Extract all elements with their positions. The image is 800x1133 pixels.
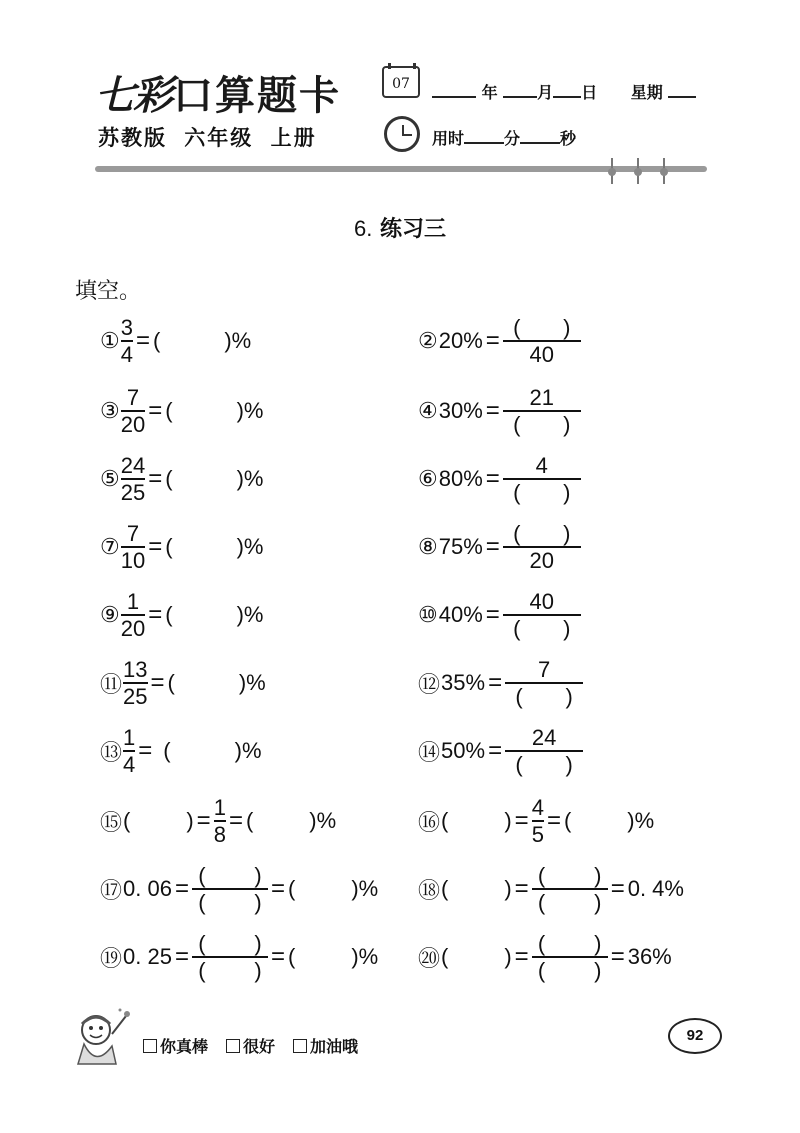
fraction: ( ) 40: [503, 315, 581, 367]
problem-20: ⑳ ( ) = ( ) ( ) = 36%: [418, 931, 672, 983]
day-label: 日: [581, 83, 598, 102]
fraction: 24 25: [120, 453, 146, 505]
checkbox[interactable]: [226, 1039, 240, 1053]
fraction: [192, 863, 268, 915]
time-line: [432, 126, 576, 149]
answer-blank[interactable]: ( ): [537, 890, 602, 915]
problem-number: ⑰: [100, 877, 123, 903]
problem-number: ⑥: [418, 466, 438, 491]
page-header: [0, 0, 800, 180]
problem-15: ⑮ ( ) = 1 8 = ( ) %: [100, 795, 337, 847]
problem-number: ⑨: [100, 602, 120, 627]
fraction: 1 4: [123, 725, 136, 777]
problem-number: ⑭: [418, 739, 441, 765]
fraction: [192, 931, 268, 983]
fraction: 7 10: [120, 521, 146, 573]
month-blank[interactable]: [503, 84, 537, 98]
problem-number: ⑱: [418, 877, 441, 903]
problem-number: ⑦: [100, 534, 120, 559]
problem-13: ⑬ 1 4 = ( ) %: [100, 725, 262, 777]
answer-blank[interactable]: ( ): [198, 890, 262, 915]
problem-number: ⑧: [418, 534, 438, 559]
fraction: [532, 931, 608, 983]
answer-blank[interactable]: ( ): [537, 931, 602, 956]
answer-blank[interactable]: ( ): [513, 315, 571, 340]
problem-12: ⑫ 35% = 7 ( ): [418, 653, 583, 713]
problem-14: ⑭ 50% = 24 ( ): [418, 721, 583, 781]
problem-number: ⑫: [418, 671, 441, 697]
answer-blank[interactable]: ( ): [198, 931, 262, 956]
fraction: 4 5: [531, 795, 544, 847]
problem-number: ⑲: [100, 945, 123, 971]
answer-blank[interactable]: ( ): [513, 480, 571, 505]
week-blank[interactable]: [668, 84, 696, 98]
fraction: 7 20: [120, 385, 146, 437]
minute-label: 分: [504, 129, 521, 148]
checkbox[interactable]: [293, 1039, 307, 1053]
answer-blank[interactable]: ( ): [198, 863, 262, 888]
fraction: 24 ( ): [505, 725, 583, 777]
page-title: [0, 212, 800, 243]
day-blank[interactable]: [553, 84, 581, 98]
calendar-day: 07: [392, 76, 410, 92]
pin-icon: [661, 158, 667, 184]
edition-label: 苏教版 六年级 上册: [98, 126, 317, 150]
answer-blank[interactable]: ( ): [513, 616, 571, 641]
date-line: [432, 80, 696, 103]
problem-18: ⑱ ( ) = ( ) ( ) = 0. 4%: [418, 863, 684, 915]
page-number: 92: [668, 1018, 722, 1054]
fraction: 4 ( ): [503, 453, 581, 505]
year-blank[interactable]: [432, 84, 476, 98]
answer-blank[interactable]: ( ): [537, 958, 602, 983]
problem-number: ③: [100, 398, 120, 423]
problem-number: ⑤: [100, 466, 120, 491]
problem-number: ⑪: [100, 671, 123, 697]
problem-8: ⑧ 75% = ( ) 20: [418, 517, 581, 577]
answer-blank[interactable]: ( ): [515, 752, 573, 777]
problem-number: ①: [100, 328, 120, 353]
problem-16: ⑯ ( ) = 4 5 = ( ) %: [418, 795, 655, 847]
instruction: 填空。: [75, 279, 142, 304]
problem-6: ⑥ 80% = 4 ( ): [418, 449, 581, 509]
check-great[interactable]: 你真棒: [143, 1034, 208, 1057]
fraction: 21 ( ): [503, 385, 581, 437]
problem-number: ⑮: [100, 809, 123, 835]
answer-blank[interactable]: ( ): [515, 684, 573, 709]
problem-number: ⑯: [418, 809, 441, 835]
answer-blank[interactable]: ( ): [513, 412, 571, 437]
problem-number: ④: [418, 398, 438, 423]
second-label: 秒: [560, 129, 577, 148]
minute-blank[interactable]: [464, 130, 504, 144]
problem-7: ⑦ 7 10 = ( ) %: [100, 521, 264, 573]
fraction: [532, 863, 608, 915]
problem-9: ⑨ 1 20 = ( ) %: [100, 589, 264, 641]
checkbox[interactable]: [143, 1039, 157, 1053]
brand-name: 口算题卡: [173, 72, 341, 119]
month-label: 月: [537, 83, 554, 102]
week-label: 星期: [630, 83, 663, 102]
fraction: ( ) 20: [503, 521, 581, 573]
problem-number: ⑬: [100, 739, 123, 765]
second-blank[interactable]: [520, 130, 560, 144]
fraction: 1 20: [120, 589, 146, 641]
problem-1: ① 3 4 = ( ) %: [100, 315, 252, 367]
answer-blank[interactable]: ( ): [198, 958, 262, 983]
check-keep-going[interactable]: 加油哦: [293, 1034, 358, 1057]
year-label: 年: [481, 83, 498, 102]
problem-number: ⑳: [418, 945, 441, 971]
problem-number: ②: [418, 328, 438, 353]
problem-4: ④ 30% = 21 ( ): [418, 381, 581, 441]
problem-number: ⑩: [418, 602, 438, 627]
answer-blank[interactable]: ( ): [513, 521, 571, 546]
brand-logo: 七彩: [95, 72, 171, 119]
fraction: 13 25: [123, 657, 148, 709]
alarm-clock-icon: [384, 116, 420, 152]
problem-3: ③ 7 20 = ( ) %: [100, 385, 264, 437]
cartoon-kid-icon: [68, 1006, 134, 1070]
problem-5: ⑤ 24 25 = ( ) %: [100, 453, 264, 505]
pin-icon: [609, 158, 615, 184]
title-number: 6.: [353, 216, 373, 241]
problem-19: ⑲ 0. 25 = ( ) ( ) = ( ) %: [100, 931, 379, 983]
problem-11: ⑪ 13 25 = ( ) %: [100, 657, 266, 709]
brand-title: [95, 64, 341, 121]
time-used-label: 用时: [432, 129, 465, 148]
answer-blank[interactable]: ( ): [537, 863, 602, 888]
self-assessment: [143, 1034, 376, 1057]
fraction: 1 8: [213, 795, 226, 847]
check-good[interactable]: 很好: [226, 1034, 275, 1057]
fraction: 7 ( ): [505, 657, 583, 709]
problem-10: ⑩ 40% = 40 ( ): [418, 585, 581, 645]
problem-17: ⑰ 0. 06 = ( ) ( ) = ( ) %: [100, 863, 379, 915]
problem-2: ② 20% = ( ) 40: [418, 311, 581, 371]
fraction: 3 4: [120, 315, 133, 367]
title-text: 练习三: [380, 217, 447, 242]
pin-icon: [635, 158, 641, 184]
calendar-icon: [382, 66, 420, 98]
fraction: 40 ( ): [503, 589, 581, 641]
